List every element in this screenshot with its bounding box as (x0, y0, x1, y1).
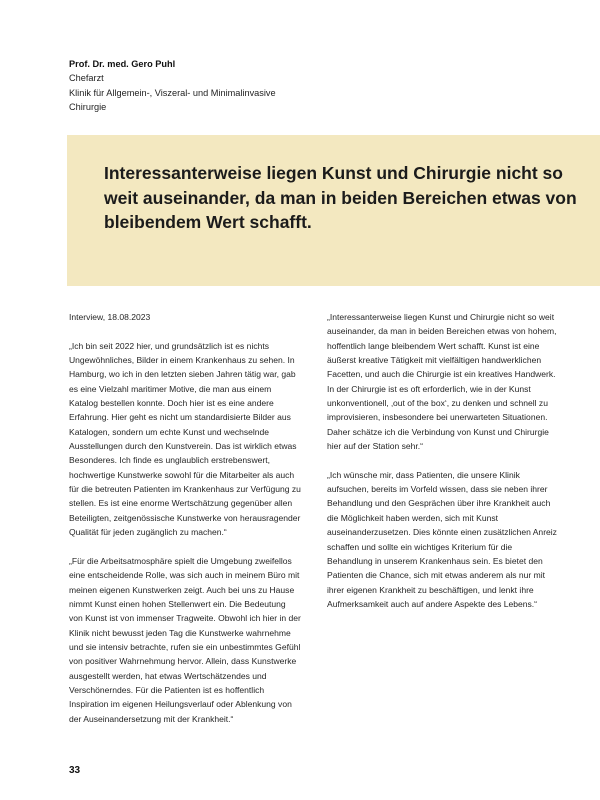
author-clinic-line1: Klinik für Allgemein-, Viszeral- und Minimalinvasive (69, 87, 276, 98)
highlight-quote: Interessanterweise liegen Kunst und Chirurgie nicht so weit auseinander, da man in beiden Bereichen etwas von bleibendem Wert schafft. (104, 163, 577, 232)
author-name: Prof. Dr. med. Gero Puhl (69, 59, 176, 69)
page-number: 33 (69, 765, 81, 776)
highlight-quote-box (67, 135, 600, 286)
interview-right-column (327, 310, 559, 626)
author-role: Chefarzt (69, 73, 104, 84)
interview-paragraph: „Ich wünsche mir, dass Patienten, die unsere Klinik aufsuchen, bereits im Vorfeld wissen, dass sie neben ihrer Behandlung und den Gesprächen über ihre Krankheit auch die Möglichkeit haben werden, sich mit Kunst auseinanderzusetzen. Dies könnte einen zusätzlichen Anreiz schaffen und sollte ein wichtiges Kriterium für die Behandlung in unserem Krankenhaus sein. Es bietet den Patienten die Chance, sich mit etwas anderem als nur mit ihrer eigenen Krankheit zu beschäftigen, und lenkt ihre Aufmerksamkeit auch auf andere Aspekte des Lebens.“ (327, 469, 557, 609)
interview-date: Interview, 18.08.2023 (69, 312, 151, 322)
interview-paragraph: „Für die Arbeitsatmosphäre spielt die Umgebung zweifellos eine entscheidende Rolle, was sich auch in meinem Büro mit meinen eigenen Kunstwerken zeigt. Auch bei uns zu Hause nimmt Kunst einen hohen Stellenwert ein. Die Bedeutung von Kunst ist von immenser Tragweite. Obwohl ich hier in der Klinik nicht bewusst jeden Tag die Kunstwerke wahrnehme und sie intensiv betrachte, rufen sie ein unbestimmtes Gefühl von positiver Wahrnehmung hervor. Allein, dass Kunstwerke ausgestellt werden, hat etwas Wertschätzendes und Verschönerndes. Für die Patienten ist es hoffentlich Inspiration im eigenen Heilungsverlauf oder Ablenkung von der Auseinandersetzung mit der Krankheit.“ (69, 555, 301, 724)
author-clinic-line2: Chirurgie (69, 101, 107, 112)
author-block (69, 57, 389, 114)
interview-paragraph: „Interessanterweise liegen Kunst und Chirurgie nicht so weit auseinander, da man in beiden Bereichen etwas von hohem, hoffentlich lange bleibendem Wert schafft. Kunst ist eine äußerst kreative Tätigkeit mit vielfältigen handwerklichen Facetten, und auch die Chirurgie ist ein kreatives Handwerk. In der Chirurgie ist es oft erforderlich, wie in der Kunst unkonventionell, ‚out of the box‘, zu denken und schnell zu improvisieren, insbesondere bei unerwarteten Situationen. Daher schätze ich die Verbindung von Kunst und Chirurgie hier auf der Station sehr.“ (327, 312, 557, 452)
interview-paragraph: „Ich bin seit 2022 hier, und grundsätzlich ist es nichts Ungewöhnliches, Bilder in einem Krankenhaus zu sehen. In Hamburg, wo ich in den letzten sieben Jahren tätig war, gab es eine Vielzahl maritimer Motive, die man aus einem Katalog bestellen konnte. Doch hier ist es eine andere Erfahrung. Hier geht es nicht um standardisierte Bilder aus Katalogen, sondern um echte Kunst und wechselnde Ausstellungen durch den Kunstverein. Das ist wirklich etwas Besonderes. Ich finde es unglaublich erstrebenswert, hochwertige Kunstwerke sowohl für die Mitarbeiter als auch für die betreuten Patienten im Krankenhaus zur Verfügung zu stellen. Es ist eine enorme Wertschätzung gegenüber allen Beteiligten, zeitgenössische Kunstwerke von herausragender Qualität für jeden zugänglich zu machen.“ (69, 340, 301, 538)
interview-left-column (69, 310, 301, 740)
